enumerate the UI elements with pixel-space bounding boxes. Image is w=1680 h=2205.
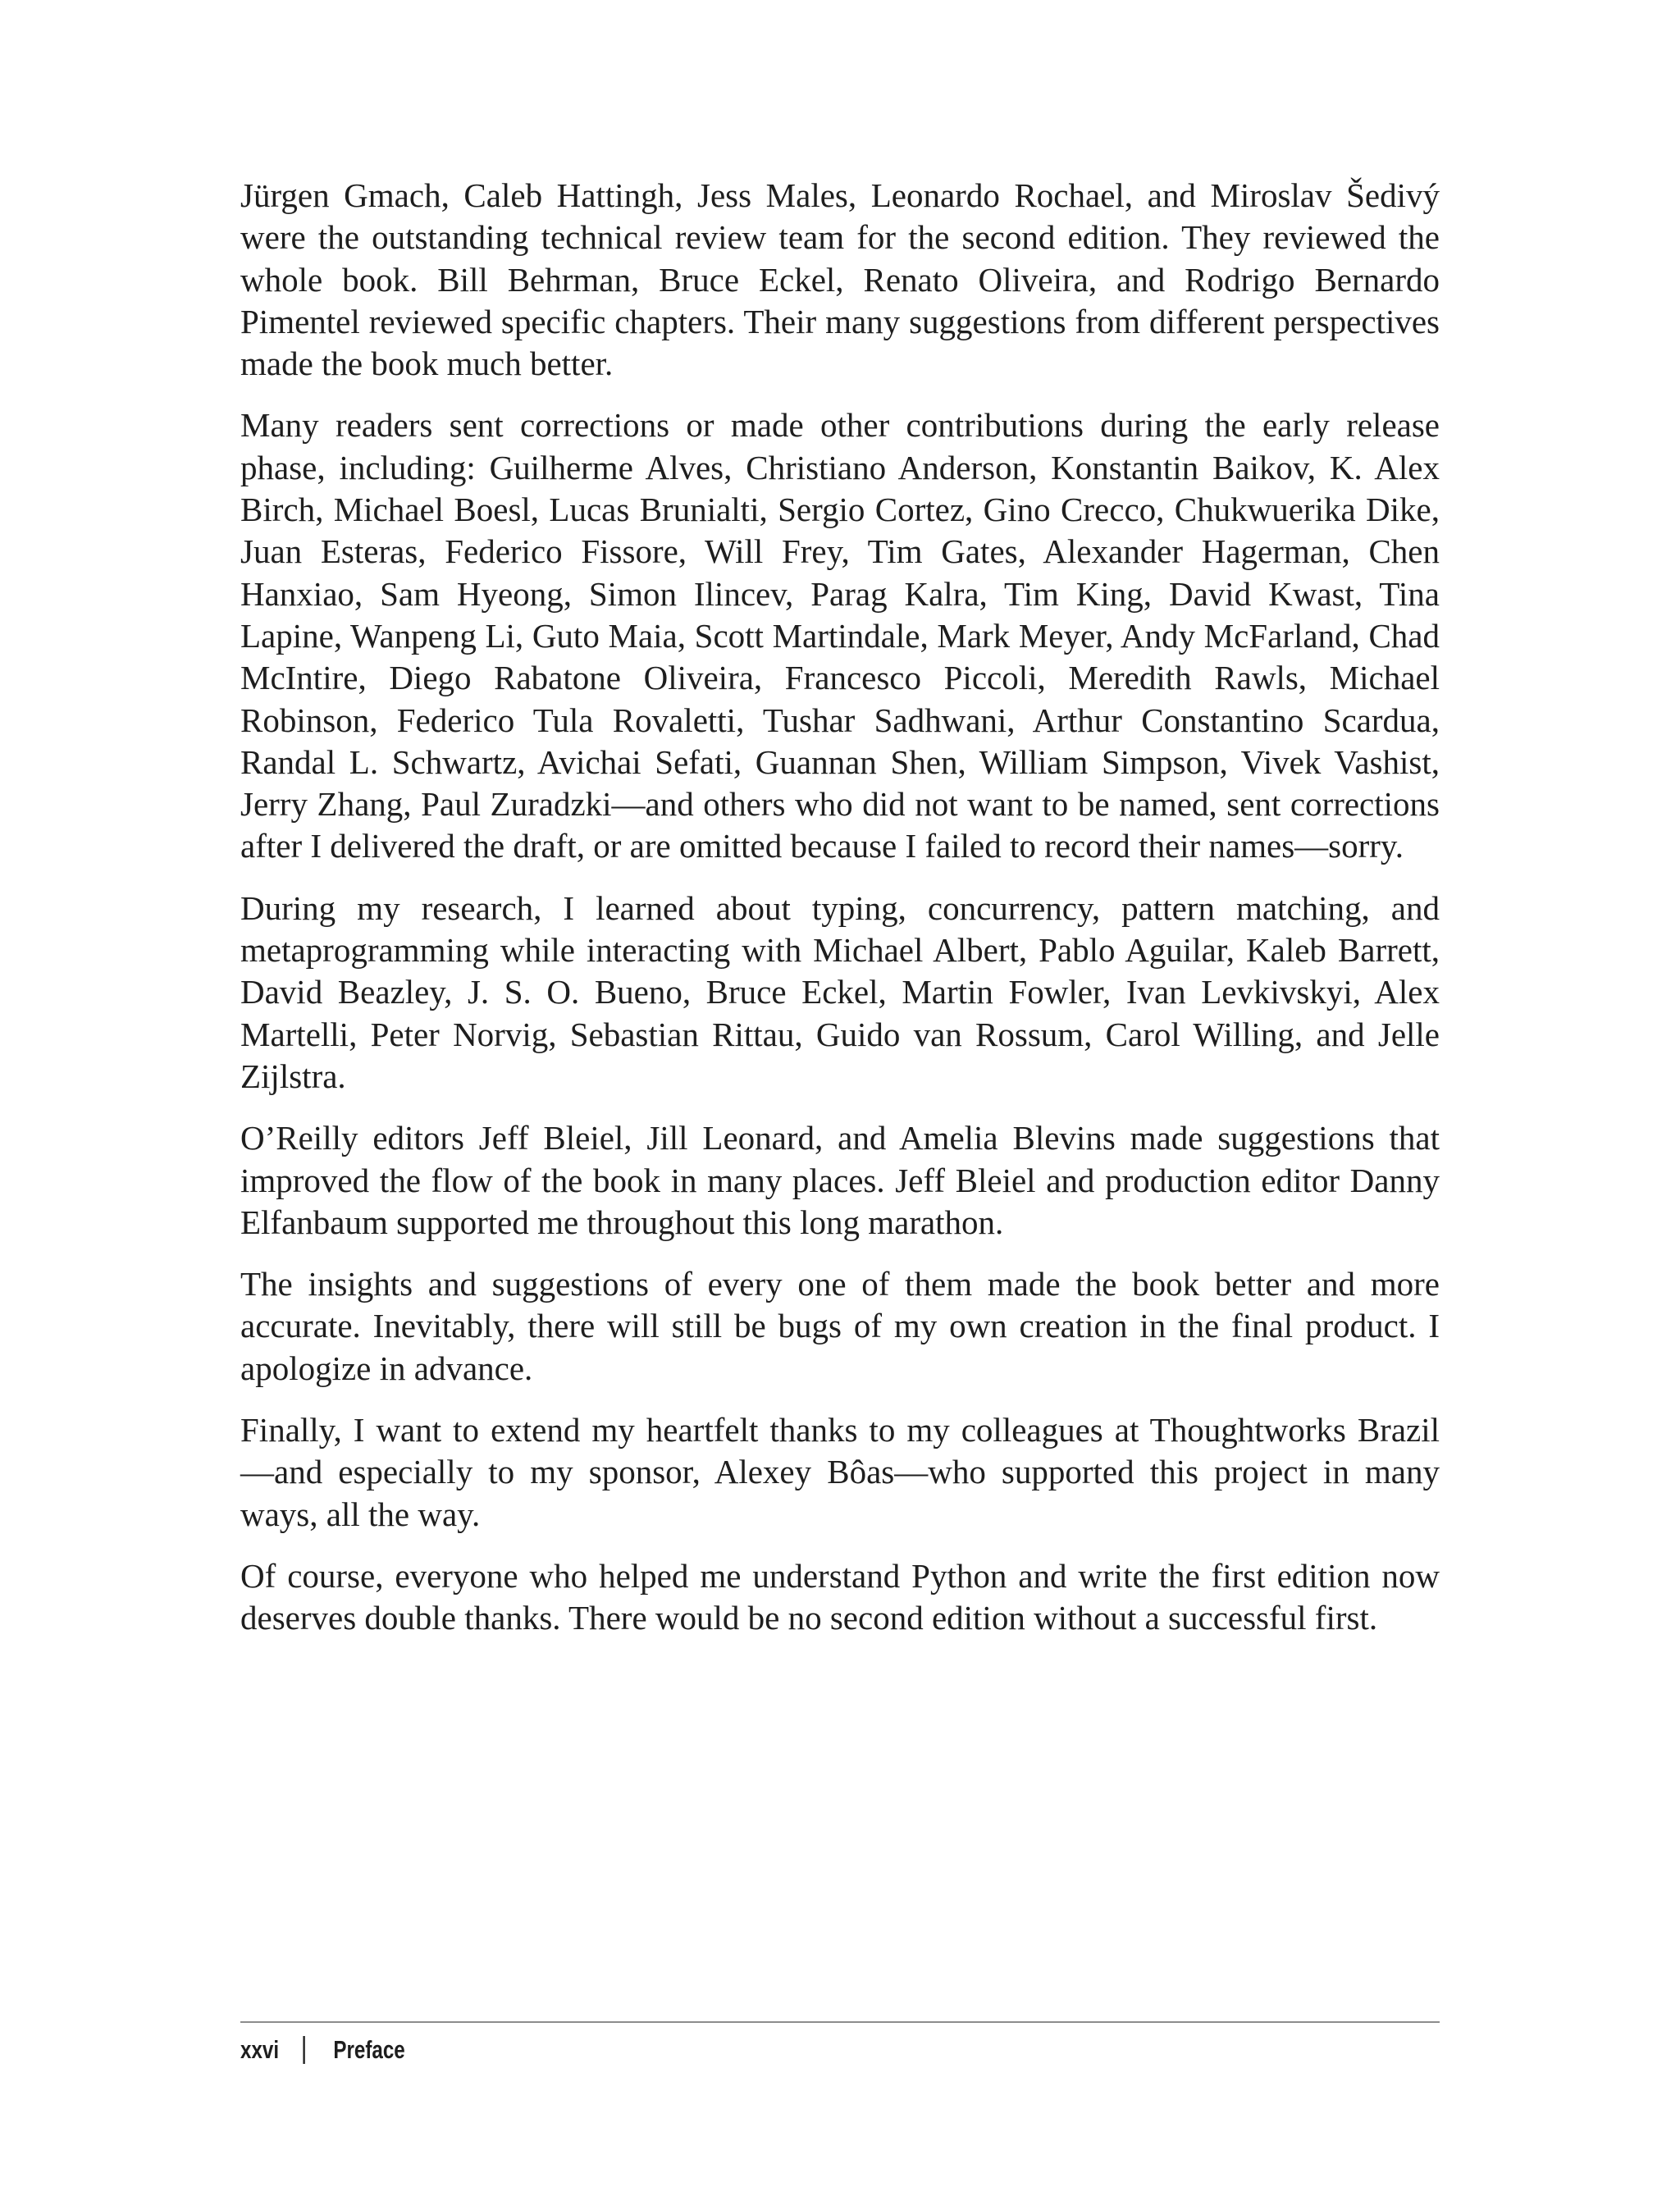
paragraph-thoughtworks-thanks: Finally, I want to extend my heartfelt thanks to my colleagues at Thoughtworks Brazil —and especially to my sponsor, Alexey Bôas—who supported this project in many ways, all the way. [240, 1411, 1440, 1533]
footer-divider [240, 2021, 1440, 2023]
paragraph-insights-apology: The insights and suggestions of every one of them made the book better and more accurate. Inevitably, there will still be bugs of my own creation in the final product. I apologize in advance. [240, 1265, 1440, 1387]
paragraph-double-thanks: Of course, everyone who helped me understand Python and write the first edition now deserves double thanks. There would be no second edition without a successful first. [240, 1556, 1440, 1637]
page-number: xxvi [240, 2035, 280, 2064]
paragraph-early-release-readers: Many readers sent corrections or made other contributions during the early release phase, including: Guilherme Alves, Christiano Anderson, Konstantin Baikov, K. Alex Birch, Michael Boesl, Lucas Brunialti, Sergio Cortez, Gino Crecco, Chukwuerika Dike, Juan Esteras, Federico Fissore, Will Frey, Tim Gates, Alexander Hagerman, Chen Hanxiao, Sam Hyeong, Simon Ilincev, Parag Kalra, Tim King, David Kwast, Tina Lapine, Wanpeng Li, Guto Maia, Scott Martindale, Mark Meyer, Andy McFarland, Chad McIntire, Diego Rabatone Oliveira, Francesco Piccoli, Meredith Rawls, Michael Robinson, Federico Tula Rovaletti, Tushar Sadhwani, Arthur Constantino Scardua, Randal L. Schwartz, Avichai Sefati, Guannan Shen, William Simpson, Vivek Vashist, Jerry Zhang, Paul Zuradzki—and others who did not want to be named, sent corrections after I delivered the draft, or are omitted because I failed to record their names—sorry. [240, 406, 1440, 865]
footer-separator [304, 2036, 305, 2064]
paragraph-technical-reviewers: Jürgen Gmach, Caleb Hattingh, Jess Males, Leonardo Rochael, and Miroslav Šedivý were the outstanding technical review team for the second edition. They reviewed the whole book. Bill Behrman, Bruce Eckel, Renato Oliveira, and Rodrigo Bernardo Pimentel reviewed specific chapters. Their many suggestions from different perspectives made the book much better. [240, 176, 1440, 383]
paragraph-research-contacts: During my research, I learned about typing, concurrency, pattern matching, and metaprogramming while interacting with Michael Albert, Pablo Aguilar, Kaleb Barrett, David Beazley, J. S. O. Bueno, Bruce Eckel, Martin Fowler, Ivan Levkivskyi, Alex Martelli, Peter Norvig, Sebastian Rittau, Guido van Rossum, Carol Willing, and Jelle Zijlstra. [240, 888, 1440, 1095]
page-footer [240, 2032, 405, 2068]
section-title: Preface [333, 2035, 405, 2064]
paragraph-oreilly-editors: O’Reilly editors Jeff Bleiel, Jill Leonard, and Amelia Blevins made suggestions that improved the flow of the book in many places. Jeff Bleiel and production editor Danny Elfanbaum supported me throughout this long marathon. [240, 1119, 1440, 1241]
body-text [240, 175, 1440, 1659]
